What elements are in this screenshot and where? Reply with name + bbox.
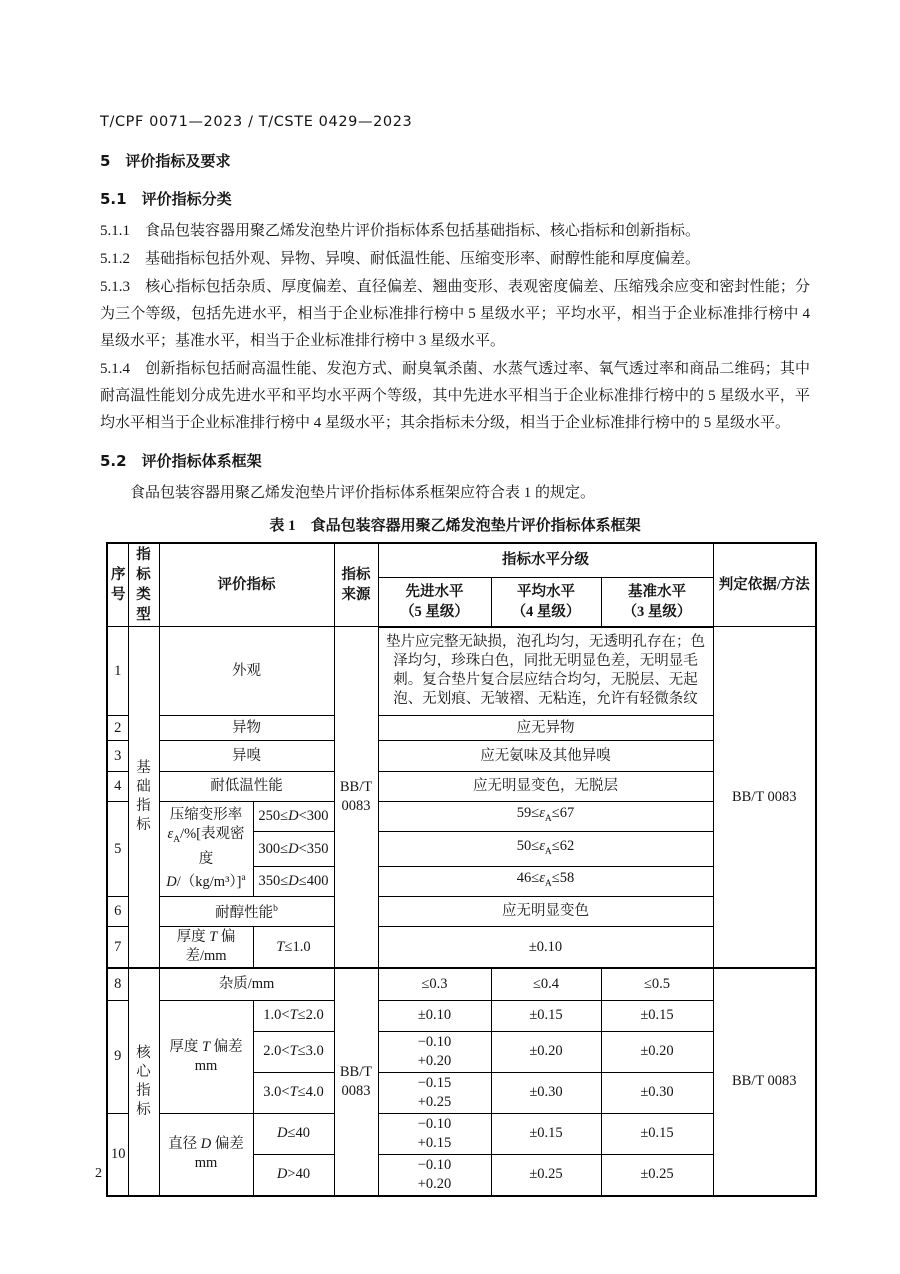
section-heading-5-2: 5.2 评价指标体系框架 [100,452,262,470]
cell-indicator: 异物 [159,716,334,741]
cell-condition: 3.0<T≤4.0 [253,1072,334,1113]
cell-requirement: $46\le\varepsilon_A\le 58$ [378,867,713,897]
col-header-type: 指标类型 [128,543,159,627]
table-row [107,927,816,969]
page-number: 2 [95,1166,102,1181]
clause-5-1-3: 5.1.3 核心指标包括杂质、厚度偏差、直径偏差、翘曲变形、表观密度偏差、压缩残余应变和密封性能；分为三个等级，包括先进水平，相当于企业标准排行榜中 5 星级水平；平均水平，相当于企业标准排行榜中 4 星级水平；基准水平，相当于企业标准排行榜中 3 星级水平。 [100,279,810,349]
clause-5-1-4: 5.1.4 创新指标包括耐高温性能、发泡方式、耐臭氧杀菌、水蒸气透过率、氧气透过率和商品二维码；其中耐高温性能划分成先进水平和平均水平两个等级，其中先进水平相当于企业标准排行榜中的 5 星级水平，平均水平相当于企业标准排行榜中 4 星级水平；其余指标未分级，相当于企业标准排行榜中的 5 星级水平。 [100,361,810,431]
cell-no: 7 [107,927,128,969]
cell-value-average: ±0.15 [491,1113,601,1154]
cell-no: 3 [107,741,128,772]
section-heading-5-1: 5.1 评价指标分类 [100,190,232,208]
cell-value-baseline: ±0.30 [601,1072,713,1113]
cell-indicator: 异嗅 [159,741,334,772]
cell-source-core: BB/T 0083 [334,968,378,1196]
col-header-level-baseline: 基准水平 （3 星级） [601,577,713,626]
cell-condition: T≤1.0 [253,927,334,969]
cell-no: 1 [107,627,128,716]
table-1-title: 表 1 食品包装容器用聚乙烯发泡垫片评价指标体系框架 [269,518,641,534]
cell-value-advanced: ≤0.3 [378,968,491,1000]
cell-no: 10 [107,1113,128,1196]
cell-value-baseline: ±0.20 [601,1031,713,1072]
cell-indicator: 耐醇性能$^b$ [159,897,334,927]
col-header-judge: 判定依据/方法 [713,543,816,627]
cell-requirement: 应无异物 [378,716,713,741]
cell-source-basic: BB/T 0083 [334,627,378,969]
cell-indicator: 厚度 T 偏差 mm [159,1000,253,1113]
cell-value-average: ±0.25 [491,1154,601,1196]
cell-requirement: ±0.10 [378,927,713,969]
cell-value-baseline: ±0.25 [601,1154,713,1196]
cell-value-average: ≤0.4 [491,968,601,1000]
header-row-1 [107,543,816,577]
cell-condition: 250≤D<300 [253,802,334,832]
cell-requirement: $50\le\varepsilon_A\le 62$ [378,832,713,867]
cell-judge-core: BB/T 0083 [713,968,816,1196]
cell-value-average: ±0.20 [491,1031,601,1072]
clause-5-1-1: 5.1.1 食品包装容器用聚乙烯发泡垫片评价指标体系包括基础指标、核心指标和创新指标。 [100,223,701,239]
cell-condition: 2.0<T≤3.0 [253,1031,334,1072]
cell-requirement: 垫片应完整无缺损，泡孔均匀，无透明孔存在；色泽均匀，珍珠白色，同批无明显色差，无明显毛刺。复合垫片复合层应结合均匀，无脱层、无起泡、无划痕、无皱褶、无粘连，允许有轻微条纹 [378,627,713,716]
table-row [107,897,816,927]
table-row [107,968,816,1000]
table-row [107,1113,816,1154]
clause-5-1-2: 5.1.2 基础指标包括外观、异物、异嗅、耐低温性能、压缩变形率、耐醇性能和厚度偏差。 [100,251,701,267]
cell-value-average: ±0.30 [491,1072,601,1113]
cell-type-core: 核心指标 [128,968,159,1196]
cell-condition: 350≤D≤400 [253,867,334,897]
cell-no: 2 [107,716,128,741]
cell-requirement: 应无明显变色，无脱层 [378,772,713,802]
table-row [107,716,816,741]
table-row [107,741,816,772]
col-header-no: 序号 [107,543,128,627]
cell-no: 9 [107,1000,128,1113]
cell-value-advanced: −0.10 +0.20 [378,1154,491,1196]
cell-requirement: 应无明显变色 [378,897,713,927]
col-header-level-average: 平均水平 （4 星级） [491,577,601,626]
cell-condition: 300≤D<350 [253,832,334,867]
cell-value-baseline: ±0.15 [601,1000,713,1031]
cell-indicator: 厚度 T 偏差/mm [159,927,253,969]
col-header-indicator: 评价指标 [159,543,334,627]
cell-condition: D>40 [253,1154,334,1196]
cell-value-advanced: −0.10 +0.15 [378,1113,491,1154]
cell-indicator: 杂质/mm [159,968,334,1000]
standard-number-header: T/CPF 0071—2023 / T/CSTE 0429—2023 [100,114,413,130]
cell-indicator: 外观 [159,627,334,716]
cell-value-average: ±0.15 [491,1000,601,1031]
cell-requirement: $59\le\varepsilon_A\le 67$ [378,802,713,832]
table-1-wrapper [106,542,810,1197]
cell-no: 4 [107,772,128,802]
cell-condition: 1.0<T≤2.0 [253,1000,334,1031]
cell-judge-basic: BB/T 0083 [713,627,816,969]
table-row [107,772,816,802]
evaluation-framework-table [106,542,817,1197]
table-row [107,802,816,832]
cell-no: 8 [107,968,128,1000]
clause-5-2-intro: 食品包装容器用聚乙烯发泡垫片评价指标体系框架应符合表 1 的规定。 [130,485,596,501]
cell-type-basic: 基础指标 [128,627,159,969]
cell-requirement: 应无氨味及其他异嗅 [378,741,713,772]
cell-indicator: 耐低温性能 [159,772,334,802]
cell-value-baseline: ≤0.5 [601,968,713,1000]
cell-value-advanced: ±0.10 [378,1000,491,1031]
table-row [107,627,816,716]
cell-indicator: 压缩变形率 $\varepsilon_A/\%$[表观密度 D/（kg/m³）]$^a$ [159,802,253,897]
cell-indicator: 直径 D 偏差 mm [159,1113,253,1196]
table-row [107,1000,816,1031]
col-header-level-advanced: 先进水平 （5 星级） [378,577,491,626]
cell-no: 5 [107,802,128,897]
section-heading-5: 5 评价指标及要求 [100,152,231,170]
cell-no: 6 [107,897,128,927]
cell-value-advanced: −0.15 +0.25 [378,1072,491,1113]
cell-condition: D≤40 [253,1113,334,1154]
cell-value-baseline: ±0.15 [601,1113,713,1154]
cell-value-advanced: −0.10 +0.20 [378,1031,491,1072]
col-header-source: 指标来源 [334,543,378,627]
col-header-level-group: 指标水平分级 [378,543,713,577]
